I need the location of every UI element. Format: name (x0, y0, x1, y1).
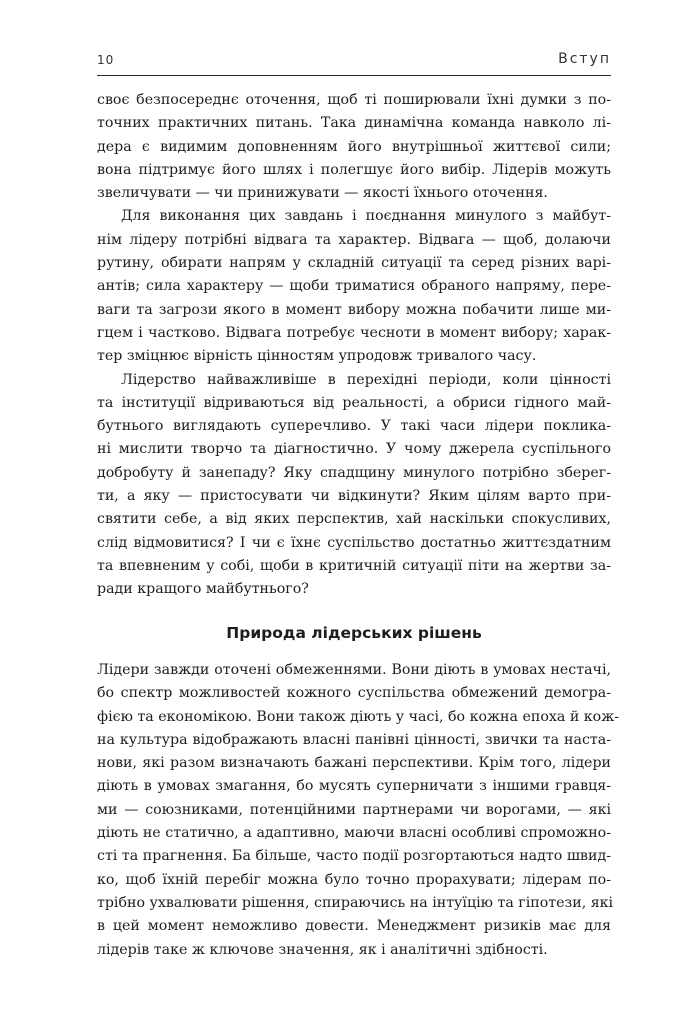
section-heading: Природа лідерських рішень (226, 624, 482, 642)
paragraph-4 (97, 659, 620, 962)
text-line: нови, які разом визначають бажані перспективи. Крім того, лідери (97, 755, 611, 772)
running-head (97, 53, 611, 75)
text-line: антів; сила характеру — щоби триматися обраного напряму, пере- (97, 278, 611, 295)
text-line: Лідерство найважливіше в перехідні періоди, коли цінності (121, 371, 611, 388)
text-line: дера є видимим доповненням його внутрішньої життєвої сили; (97, 138, 611, 155)
text-line: слід відмовитися? І чи є їхнє суспільство достатньо життєздатним (97, 534, 611, 551)
text-line: та інституції відриваються від реальності, а обриси гідного май- (97, 394, 611, 411)
text-line: сті та прагнення. Ба більше, часто події розгортаються надто швид- (97, 848, 611, 865)
text-line: ти, а яку — пристосувати чи відкинути? Яким цілям варто при- (97, 488, 611, 505)
text-line: ваги та загрози якого в момент вибору можна побачити лише ми- (97, 301, 611, 318)
text-line: бутнього виглядають суперечливо. У такі часи лідери поклика- (97, 418, 611, 435)
text-line: тер зміцнює вірність цінностям упродовж тривалого часу. (97, 348, 537, 365)
body-text-bottom (97, 659, 620, 962)
text-line: на культура відображають власні панівні цінності, звички та наста- (97, 731, 611, 748)
text-line: святити себе, а від яких перспектив, хай наскільки спокусливих, (97, 511, 611, 528)
header-rule (97, 75, 611, 76)
text-line: ко, щоб їхній перебіг можна було точно прорахувати; лідерам по- (97, 871, 611, 888)
text-line: нім лідеру потрібні відвага та характер. Відвага — щоб, долаючи (97, 231, 611, 248)
text-line: лідерів таке ж ключове значення, як і аналітичні здібності. (97, 941, 548, 958)
text-line: звеличувати — чи принижувати — якості їхнього оточення. (97, 185, 548, 202)
text-line: та впевненим у собі, щоби в критичній ситуації піти на жертви за- (97, 557, 611, 574)
body-text-top (97, 89, 611, 602)
text-line: Лідери завжди оточені обмеженнями. Вони діють в умовах нестачі, (97, 662, 611, 678)
text-line: діють в умовах змагання, бо мусять суперничати з іншими гравця- (97, 778, 611, 795)
paragraph-1 (97, 89, 611, 205)
text-line: Для виконання цих завдань і поєднання минулого з майбут- (121, 208, 611, 225)
text-line: трібно ухвалювати рішення, спираючись на інтуїцію та гіпотези, які (97, 894, 614, 911)
text-line: точних практичних питань. Така динамічна команда навколо лі- (97, 115, 611, 132)
page-number: 10 (97, 53, 115, 67)
text-line: гцем і частково. Відвага потребує чесноти в момент вибору; харак- (97, 324, 611, 341)
text-line: своє безпосереднє оточення, щоб ті поширювали їхні думки з по- (97, 92, 611, 108)
text-line: ми — союзниками, потенційними партнерами чи ворогами, — які (97, 801, 611, 818)
text-line: вона підтримує його шлях і полегшує його вибір. Лідерів можуть (97, 161, 611, 178)
text-line: в цей момент неможливо довести. Менеджмент ризиків має для (97, 918, 611, 935)
paragraph-2 (97, 205, 611, 368)
text-line: добробуту й занепаду? Яку спадщину минулого потрібно зберег- (97, 464, 611, 481)
text-line: рутину, обирати напрям у складній ситуації та серед різних варі- (97, 255, 611, 272)
running-head-section: Вступ (558, 51, 611, 67)
text-line: бо спектр можливостей кожного суспільства обмежений демогра- (97, 685, 611, 702)
text-line: ради кращого майбутнього? (97, 581, 309, 598)
text-line: фією та економікою. Вони також діють у часі, бо кожна епоха й кож- (97, 708, 620, 725)
paragraph-3 (97, 369, 611, 602)
text-line: ні мислити творчо та діагностично. У чому джерела суспільного (97, 441, 611, 458)
text-line: діють не статично, а адаптивно, маючи власні особливі спроможно- (97, 825, 611, 842)
